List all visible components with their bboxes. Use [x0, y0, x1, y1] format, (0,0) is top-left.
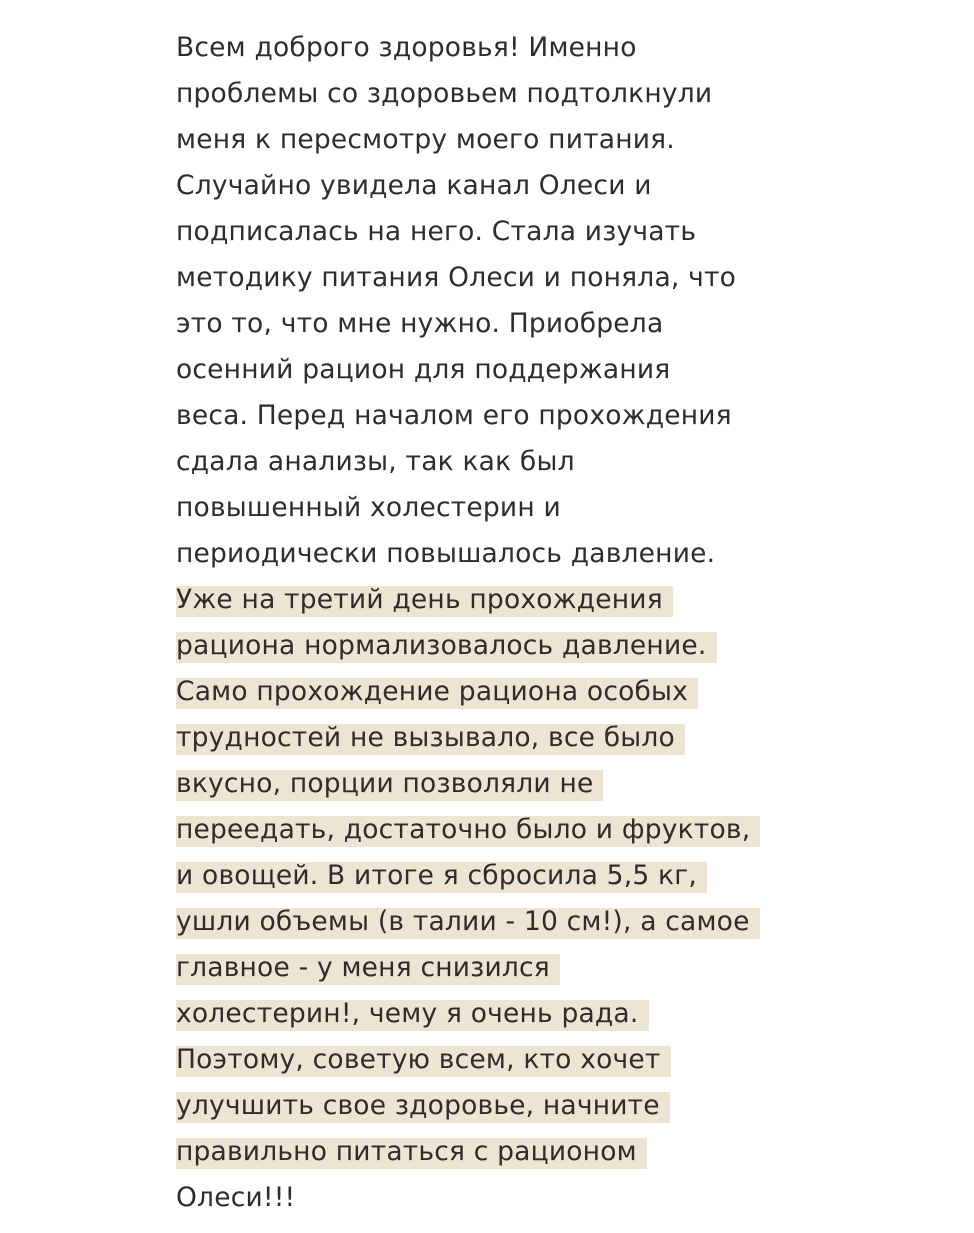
highlighted-review-line: Поэтому, советую всем, кто хочет [176, 1037, 876, 1083]
review-line: подписалась на него. Стала изучать [176, 216, 697, 247]
highlighted-review-line: рациона нормализовалось давление. [176, 623, 876, 669]
highlighted-review-line: Само прохождение рациона особых [176, 669, 876, 715]
review-line: методику питания Олеси и поняла, что [176, 262, 737, 293]
highlighted-review-line: вкусно, порции позволяли не [176, 761, 876, 807]
review-line: Случайно увидела канал Олеси и [176, 170, 652, 201]
highlighted-review-line: главное - у меня снизился [176, 945, 876, 991]
review-text [176, 25, 876, 1221]
review-line: периодически повышалось давление. [176, 538, 716, 569]
review-line: Олеси!!! [176, 1182, 296, 1213]
highlighted-review-line: трудностей не вызывало, все было [176, 715, 876, 761]
review-line: осенний рацион для поддержания [176, 354, 671, 385]
review-line: это то, что мне нужно. Приобрела [176, 308, 664, 339]
highlighted-review-line: Уже на третий день прохождения [176, 577, 876, 623]
review-line: сдала анализы, так как был [176, 446, 575, 477]
review-line: веса. Перед началом его прохождения [176, 400, 732, 431]
highlighted-review-line: улучшить свое здоровье, начните [176, 1083, 876, 1129]
highlighted-review-line: правильно питаться с рационом [176, 1129, 876, 1175]
highlighted-review-line: и овощей. В итоге я сбросила 5,5 кг, [176, 853, 876, 899]
highlighted-review-line: ушли объемы (в талии - 10 см!), а самое [176, 899, 876, 945]
highlighted-review-line: переедать, достаточно было и фруктов, [176, 807, 876, 853]
review-line: Всем доброго здоровья! Именно [176, 32, 637, 63]
review-line: меня к пересмотру моего питания. [176, 124, 675, 155]
review-line: проблемы со здоровьем подтолкнули [176, 78, 713, 109]
highlighted-review-line: холестерин!, чему я очень рада. [176, 991, 876, 1037]
review-line: повышенный холестерин и [176, 492, 561, 523]
